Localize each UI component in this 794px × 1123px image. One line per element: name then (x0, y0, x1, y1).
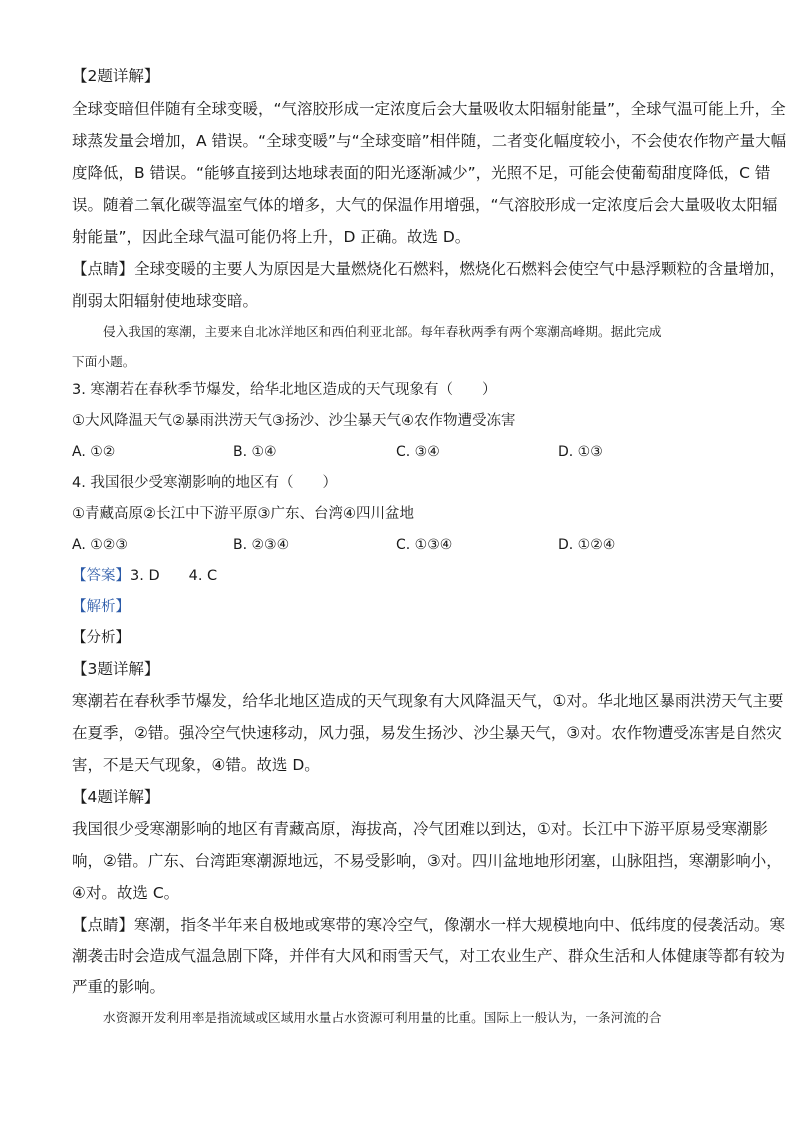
tip1-line-1: 【点睛】全球变暖的主要人为原因是大量燃烧化石燃料，燃烧化石燃料会使空气中悬浮颗粒的含量增加， (72, 260, 786, 278)
q4-option-a: A. ①②③ (72, 537, 128, 553)
q4-detail-line-2: 响，②错。广东、台湾距寒潮源地远，不易受影响，③对。四川盆地地形闭塞，山脉阻挡，寒潮影响小， (72, 852, 782, 870)
q4-option-d: D. ①②④ (558, 537, 616, 553)
q3-items: ①大风降温天气②暴雨洪涝天气③扬沙、沙尘暴天气④农作物遭受冻害 (72, 413, 516, 429)
q4-option-b: B. ②③④ (233, 537, 290, 553)
answer-row (72, 566, 217, 586)
q4-option-c: C. ①③④ (396, 537, 453, 553)
tip1-line-2: 削弱太阳辐射使地球变暗。 (72, 292, 259, 310)
intro1-line-1: 侵入我国的寒潮，主要来自北冰洋地区和西伯利亚北部。每年春秋两季有两个寒潮高峰期。据此完成 (103, 324, 662, 339)
q2-detail-line-3: 度降低，B 错误。“能够直接到达地球表面的阳光逐渐减少”，光照不足，可能会使葡萄甜度降低，C 错 (72, 164, 771, 182)
fenxi-label: 【分析】 (72, 630, 130, 646)
intro1-line-2: 下面小题。 (72, 354, 136, 369)
answer-value: 3. D 4. C (130, 568, 218, 584)
q3-detail-line-1: 寒潮若在春秋季节爆发，给华北地区造成的天气现象有大风降温天气，①对。华北地区暴雨洪涝天气主要 (72, 692, 784, 710)
q2-detail-line-4: 误。随着二氧化碳等温室气体的增多，大气的保温作用增强，“气溶胶形成一定浓度后会大量吸收太阳辐 (72, 196, 778, 214)
q2-detail-heading: 【2题详解】 (72, 67, 160, 85)
q4-detail-line-1: 我国很少受寒潮影响的地区有青藏高原，海拔高，冷气团难以到达，①对。长江中下游平原易受寒潮影 (72, 820, 768, 838)
q4-stem: 4. 我国很少受寒潮影响的地区有（ ） (72, 475, 337, 491)
q3-option-c: C. ③④ (396, 444, 440, 460)
q3-stem: 3. 寒潮若在春秋季节爆发，给华北地区造成的天气现象有（ ） (72, 382, 497, 398)
q4-items: ①青藏高原②长江中下游平原③广东、台湾④四川盆地 (72, 506, 414, 522)
q2-detail-line-2: 球蒸发量会增加，A 错误。“全球变暖”与“全球变暗”相伴随，二者变化幅度较小，不会使农作物产量大幅 (72, 132, 787, 150)
q2-detail-line-1: 全球变暗但伴随有全球变暖，“气溶胶形成一定浓度后会大量吸收太阳辐射能量”，全球气温可能上升，全 (72, 100, 786, 118)
q3-detail-line-2: 在夏季，②错。强冷空气快速移动，风力强，易发生扬沙、沙尘暴天气，③对。农作物遭受冻害是自然灾 (72, 724, 782, 742)
tip2-line-2: 潮袭击时会造成气温急剧下降，并伴有大风和雨雪天气，对工农业生产、群众生活和人体健康等都有较为 (72, 947, 786, 965)
q3-option-b: B. ①④ (233, 444, 277, 460)
q4-detail-line-3: ④对。故选 C。 (72, 884, 180, 902)
q4-detail-heading: 【4题详解】 (72, 788, 160, 806)
q3-detail-heading: 【3题详解】 (72, 660, 160, 678)
tip2-line-1: 【点睛】寒潮，指冬半年来自极地或寒带的寒冷空气，像潮水一样大规模地向中、低纬度的侵袭活动。寒 (72, 916, 786, 934)
tip2-line-3: 严重的影响。 (72, 978, 166, 996)
answer-label: 【答案】 (72, 568, 130, 584)
q3-detail-line-3: 害，不是天气现象，④错。故选 D。 (72, 756, 320, 774)
q2-detail-line-5: 射能量”，因此全球气温可能仍将上升，D 正确。故选 D。 (72, 228, 471, 246)
intro2-line-1: 水资源开发利用率是指流域或区域用水量占水资源可利用量的比重。国际上一般认为，一条河流的合 (103, 1010, 662, 1025)
analysis-label: 【解析】 (72, 599, 130, 615)
q3-option-a: A. ①② (72, 444, 116, 460)
q3-option-d: D. ①③ (558, 444, 603, 460)
